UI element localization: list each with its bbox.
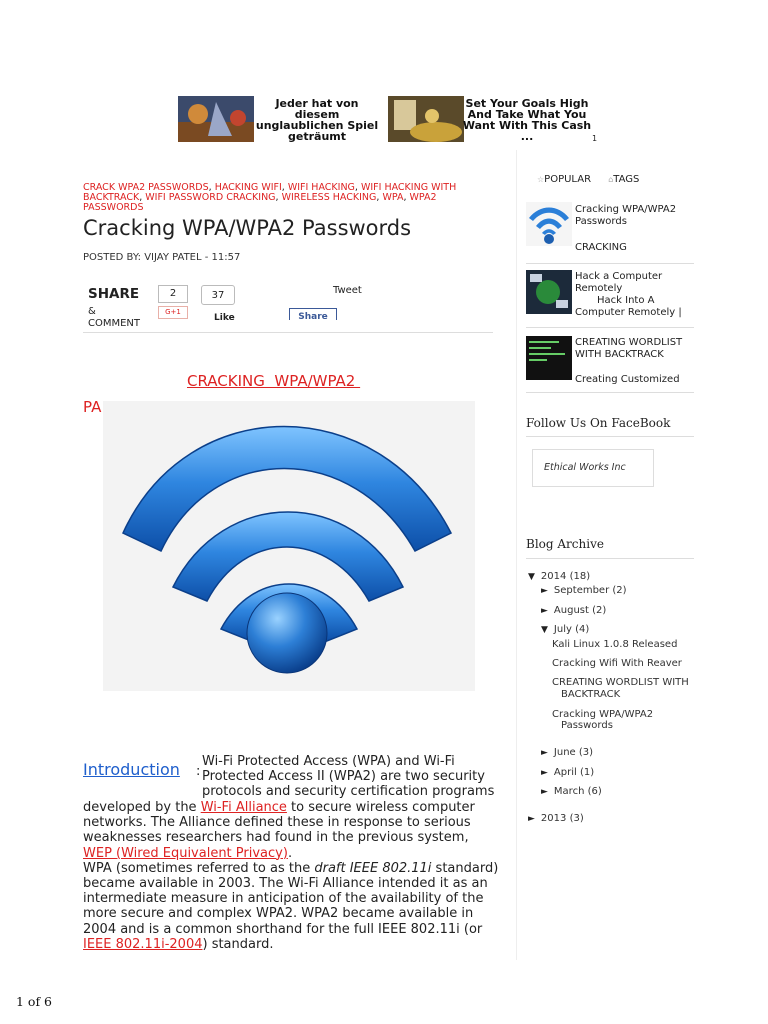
- sidebar-separator: [526, 558, 694, 559]
- archive-year-2013[interactable]: ► 2013 (3): [528, 813, 584, 824]
- ad-cash-image[interactable]: [388, 96, 464, 142]
- paragraph-line: WPA (sometimes referred to as the draft IEEE 802.11i standard): [83, 860, 499, 876]
- wifi-thumb: [526, 202, 572, 246]
- facebook-share-button[interactable]: Share: [289, 308, 337, 320]
- article-body: [83, 800, 503, 952]
- popular-post-title[interactable]: Cracking WPA/WPA2 Passwords: [575, 204, 677, 227]
- popular-tab-icon: ☆: [537, 175, 545, 184]
- sidebar-separator: [526, 327, 694, 328]
- label-link[interactable]: WPA2 PASSWORDS: [83, 192, 437, 213]
- expand-arrow-icon[interactable]: ▼: [541, 625, 548, 635]
- gplus-count: 2: [158, 285, 188, 303]
- share-title: SHARE: [88, 286, 140, 302]
- article-heading: CRACKING WPA/WPA2: [187, 372, 361, 390]
- share-subtitle-comment: COMMENT: [88, 318, 141, 329]
- wifi-image: [103, 401, 475, 691]
- collapse-arrow-icon[interactable]: ►: [541, 768, 548, 778]
- label-link[interactable]: CRACK WPA2 PASSWORDS: [83, 182, 209, 193]
- ieee-link[interactable]: IEEE 802.11i-2004: [83, 936, 203, 952]
- popular-post[interactable]: [526, 270, 696, 324]
- share-bar: [83, 280, 493, 333]
- gplus-button[interactable]: G+1: [158, 306, 188, 319]
- popular-post-snippet: CRACKING: [575, 242, 627, 253]
- tags-tab-icon: ⌂: [608, 175, 614, 184]
- paragraph-line: developed by the Wi-Fi Alliance to secure wireless computer: [83, 800, 475, 815]
- intro-line: Protected Access II (WPA2) are two security: [202, 769, 485, 785]
- post-title: Cracking WPA/WPA2 Passwords: [83, 216, 412, 240]
- ad-game-image[interactable]: [178, 96, 254, 142]
- collapse-arrow-icon[interactable]: ►: [541, 606, 548, 616]
- share-subtitle-amp: &: [88, 306, 96, 317]
- post-labels: CRACK WPA2 PASSWORDS, HACKING WIFI, WIFI HACKING, WIFI HACKING WITH BACKTRACK, WIFI PASSWORD CRACKING, WIRELESS HACKING, WPA, WPA2 PASSWORDS: [83, 182, 457, 213]
- archive-post[interactable]: Cracking WPA/WPA2: [552, 709, 654, 720]
- popular-post-snippet: Creating Customized: [575, 374, 680, 385]
- ad-cash-text[interactable]: Set Your Goals High And Take What You Want With This Cash ...: [462, 97, 592, 143]
- popular-post[interactable]: [526, 202, 696, 262]
- label-link[interactable]: WIFI PASSWORD CRACKING: [145, 192, 276, 203]
- archive-post[interactable]: Kali Linux 1.0.8 Released: [552, 639, 678, 650]
- archive-month-april[interactable]: ► April (1): [541, 767, 595, 778]
- popular-post-title[interactable]: Hack a Computer Remotely: [575, 271, 663, 294]
- label-link[interactable]: WPA: [382, 192, 404, 203]
- sidebar-separator: [526, 263, 694, 264]
- popular-post-title[interactable]: CREATING WORDLIST WITH BACKTRACK: [575, 337, 683, 360]
- paragraph-line: intermediate measure in anticipation of the availability of the: [83, 891, 484, 907]
- article-heading-clipped: PA: [83, 398, 102, 416]
- wifi-icon: [103, 401, 475, 691]
- tab-tags[interactable]: TAGS: [613, 174, 640, 185]
- paragraph-line: 2004 and is a common shorthand for the full IEEE 802.11i (or: [83, 921, 483, 937]
- intro-line: protocols and security certification programs: [202, 784, 495, 800]
- archive-post[interactable]: Cracking Wifi With Reaver: [552, 658, 682, 669]
- sidebar-separator: [526, 436, 694, 437]
- hack-thumb: [526, 270, 572, 314]
- follow-heading: Follow Us On FaceBook: [526, 416, 671, 430]
- expand-arrow-icon[interactable]: ▼: [528, 572, 535, 582]
- collapse-arrow-icon[interactable]: ►: [541, 787, 548, 797]
- archive-post[interactable]: CREATING WORDLIST WITH: [552, 677, 689, 688]
- intro-text: [202, 754, 502, 800]
- paragraph-line: WEP (Wired Equivalent Privacy).: [83, 845, 293, 861]
- archive-year-2014[interactable]: ▼ 2014 (18): [528, 571, 591, 582]
- terminal-thumb: [526, 336, 572, 380]
- tab-popular[interactable]: POPULAR: [544, 174, 592, 185]
- popular-post-snippet: Hack Into A Computer Remotely |: [575, 295, 682, 318]
- content-divider: [516, 150, 517, 960]
- label-link[interactable]: WIFI HACKING WITH BACKTRACK: [83, 182, 457, 203]
- page-indicator: 1 of 6: [16, 994, 53, 1009]
- collapse-arrow-icon[interactable]: ►: [528, 814, 535, 824]
- sidebar-separator: [526, 392, 694, 393]
- like-button[interactable]: Like: [214, 313, 235, 320]
- paragraph-line: became available in 2003. The Wi-Fi Alliance intended it as an: [83, 876, 488, 892]
- ad-marker: 1: [592, 134, 598, 143]
- paragraph-line: weaknesses researchers had found in the previous system,: [83, 830, 469, 846]
- archive-month-june[interactable]: ► June (3): [541, 747, 594, 758]
- popular-post[interactable]: [526, 336, 696, 390]
- facebook-page-name[interactable]: Ethical Works Inc: [544, 462, 626, 473]
- collapse-arrow-icon[interactable]: ►: [541, 586, 548, 596]
- label-link[interactable]: WIFI HACKING: [287, 182, 355, 193]
- wep-link[interactable]: WEP (Wired Equivalent Privacy): [83, 845, 288, 861]
- paragraph-line: more secure and complex WPA2. WPA2 became available in: [83, 906, 474, 922]
- tweet-button[interactable]: Tweet: [333, 285, 362, 296]
- archive-post-cont[interactable]: BACKTRACK: [561, 689, 621, 700]
- intro-heading: Introduction: [83, 760, 180, 779]
- collapse-arrow-icon[interactable]: ►: [541, 748, 548, 758]
- archive-month-august[interactable]: ► August (2): [541, 605, 607, 616]
- intro-line: Wi-Fi Protected Access (WPA) and Wi-Fi: [202, 754, 455, 769]
- wifi-alliance-link[interactable]: Wi-Fi Alliance: [200, 800, 287, 815]
- ad-game-text[interactable]: Jeder hat von diesem unglaublichen Spiel geträumt: [255, 97, 379, 143]
- archive-month-march[interactable]: ► March (6): [541, 786, 602, 797]
- intro-colon: :: [196, 764, 201, 779]
- post-byline: POSTED BY: VIJAY PATEL - 11:57: [83, 252, 241, 263]
- like-count: 37: [201, 285, 235, 305]
- paragraph-line: IEEE 802.11i-2004) standard.: [83, 936, 274, 952]
- share-subtitle: [88, 306, 140, 330]
- archive-post-cont[interactable]: Passwords: [561, 720, 613, 731]
- label-link[interactable]: WIRELESS HACKING: [281, 192, 377, 203]
- label-link[interactable]: HACKING WIFI: [214, 182, 282, 193]
- archive-month-july[interactable]: ▼ July (4): [541, 624, 590, 635]
- paragraph-line: networks. The Alliance defined these in response to serious: [83, 815, 471, 831]
- archive-heading: Blog Archive: [526, 537, 604, 551]
- sidebar-tabs: [537, 174, 639, 185]
- archive-month-september[interactable]: ► September (2): [541, 585, 627, 596]
